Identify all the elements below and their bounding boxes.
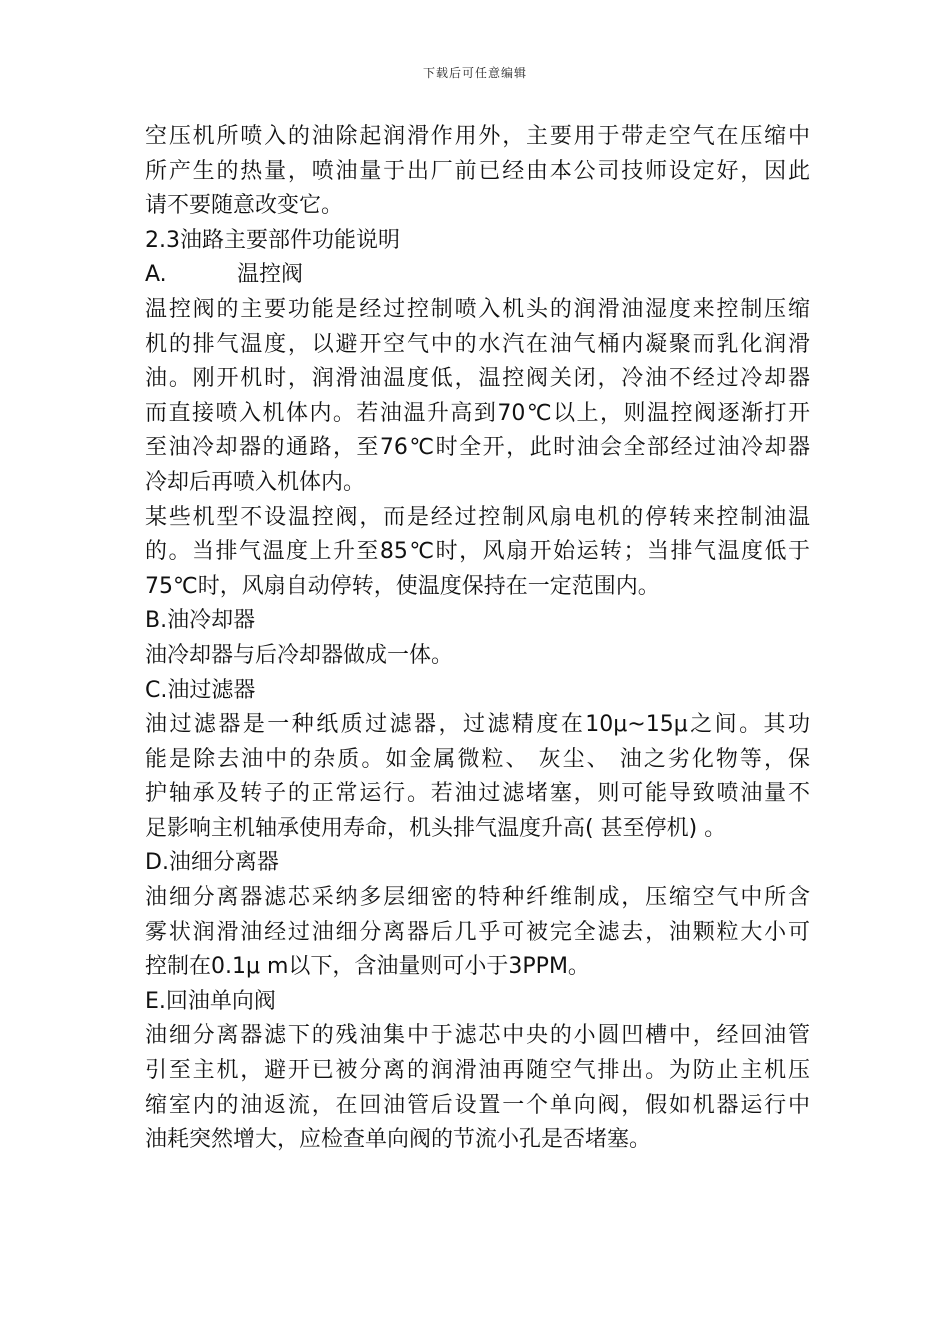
subsection-heading bbox=[145, 258, 810, 293]
paragraph-line: 所产生的热量，喷油量于出厂前已经由本公司技师设定好，因此 bbox=[145, 158, 810, 184]
paragraph-line: 油细分离器滤下的残油集中于滤芯中央的小圆凹槽中，经回油管 bbox=[145, 1023, 810, 1049]
paragraph-line: 控制在0.1μ m以下，含油量则可小于3PPM。 bbox=[145, 954, 590, 980]
paragraph-line: 能是除去油中的杂质。如金属微粒、 灰尘、 油之劣化物等，保 bbox=[145, 746, 810, 772]
section-heading: 2.3油路主要部件功能说明 bbox=[145, 227, 400, 253]
paragraph-line: 至油冷却器的通路，至76℃时全开，此时油会全部经过油冷却器 bbox=[145, 435, 810, 461]
subsection-heading: B.油冷却器 bbox=[145, 608, 256, 634]
paragraph-line: 而直接喷入机体内。若油温升高到70℃以上，则温控阀逐渐打开 bbox=[145, 400, 810, 426]
paragraph-line: 油耗突然增大，应检查单向阀的节流小孔是否堵塞。 bbox=[145, 1127, 652, 1153]
paragraph-line: 缩室内的油返流，在回油管后设置一个单向阀，假如机器运行中 bbox=[145, 1092, 810, 1118]
subsection-title: 温控阀 bbox=[237, 262, 304, 288]
subsection-heading: C.油过滤器 bbox=[145, 677, 256, 703]
paragraph-line: 冷却后再喷入机体内。 bbox=[145, 469, 366, 495]
subsection-label: A. bbox=[145, 262, 167, 288]
paragraph-line: 油过滤器是一种纸质过滤器，过滤精度在10μ~15μ之间。其功 bbox=[145, 712, 810, 738]
paragraph-line: 空压机所喷入的油除起润滑作用外，主要用于带走空气在压缩中 bbox=[145, 124, 810, 149]
paragraph-line: 护轴承及转子的正常运行。若油过滤堵塞，则可能导致喷油量不 bbox=[145, 781, 810, 807]
paragraph-line: 油。刚开机时，润滑油温度低，温控阀关闭，冷油不经过冷却器 bbox=[145, 366, 810, 392]
paragraph-line: 的。当排气温度上升至85℃时，风扇开始运转；当排气温度低于 bbox=[145, 539, 810, 565]
paragraph-line: 请不要随意改变它。 bbox=[145, 193, 344, 219]
paragraph-line: 机的排气温度，以避开空气中的水汽在油气桶内凝聚而乳化润滑 bbox=[145, 331, 810, 357]
subsection-heading: E.回油单向阀 bbox=[145, 988, 276, 1014]
paragraph-line: 雾状润滑油经过油细分离器后几乎可被完全滤去，油颗粒大小可 bbox=[145, 919, 810, 945]
page-header: 下载后可任意编辑 bbox=[422, 66, 527, 80]
document-body bbox=[145, 120, 810, 1158]
paragraph-line: 油细分离器滤芯采纳多层细密的特种纤维制成，压缩空气中所含 bbox=[145, 885, 810, 911]
paragraph-line: 75℃时，风扇自动停转，使温度保持在一定范围内。 bbox=[145, 573, 660, 599]
paragraph-line: 温控阀的主要功能是经过控制喷入机头的润滑油湿度来控制压缩 bbox=[145, 296, 810, 322]
paragraph-line: 油冷却器与后冷却器做成一体。 bbox=[145, 642, 454, 668]
paragraph-line: 引至主机，避开已被分离的润滑油再随空气排出。为防止主机压 bbox=[145, 1058, 810, 1084]
subsection-heading: D.油细分离器 bbox=[145, 850, 279, 876]
paragraph-line: 某些机型不设温控阀，而是经过控制风扇电机的停转来控制油温 bbox=[145, 504, 810, 530]
paragraph-line: 足影响主机轴承使用寿命，机头排气温度升高( 甚至停机) 。 bbox=[145, 815, 727, 841]
